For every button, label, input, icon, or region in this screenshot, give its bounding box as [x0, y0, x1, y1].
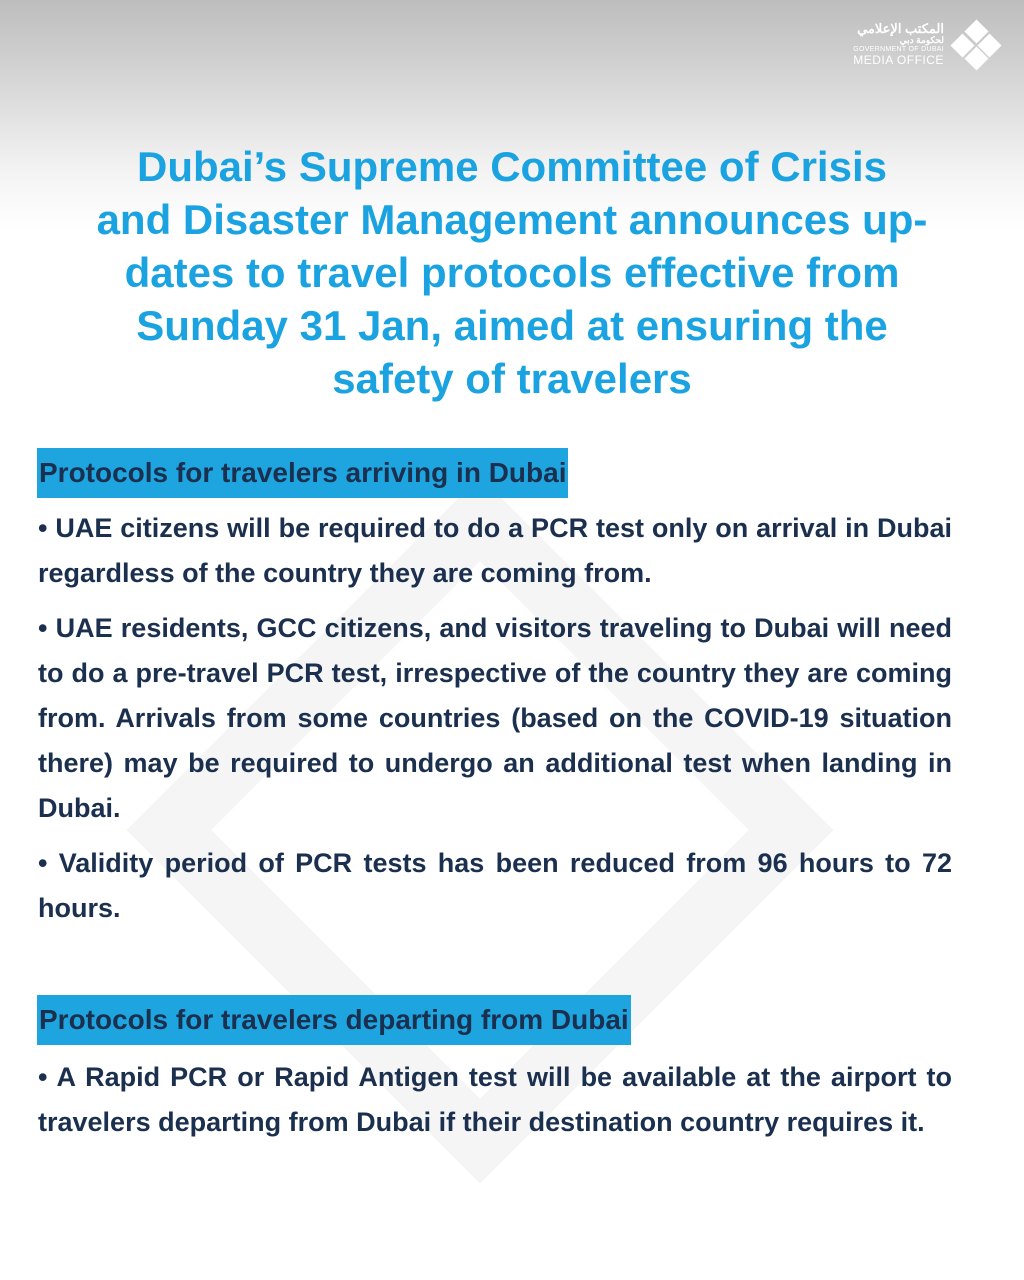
bullet-item: • A Rapid PCR or Rapid Antigen test will be available at the airport to travelers departing from Dubai if their destination country requires it.	[38, 1062, 952, 1137]
logo-arabic: المكتب الإعلامي	[857, 21, 944, 36]
media-office-logo	[853, 22, 998, 67]
bullet-item: • UAE citizens will be required to do a PCR test only on arrival in Dubai regardless of the country they are coming from.	[38, 513, 952, 588]
bullet-item: • Validity period of PCR tests has been reduced from 96 hours to 72 hours.	[38, 848, 952, 923]
logo-arabic-2: لحكومة دبي	[899, 35, 944, 46]
bullet-item: • UAE residents, GCC citizens, and visitors traveling to Dubai will need to do a pre-travel PCR test, irrespective of the country they are coming from. Arrivals from some countries (based on the COVID-19 situation there) may be required to undergo an additional test when landing in Dubai.	[38, 613, 952, 823]
arriving-bullets	[38, 506, 952, 941]
page-title	[30, 140, 994, 405]
departing-bullets	[38, 1055, 952, 1155]
arriving-heading: Protocols for travelers arriving in Dubai	[37, 448, 568, 498]
title-line: Dubai’s Supreme Committee of Crisis	[137, 143, 887, 190]
logo-government: GOVERNMENT OF DUBAI	[853, 46, 944, 54]
departing-heading: Protocols for travelers departing from Dubai	[37, 995, 631, 1045]
title-line: Sunday 31 Jan, aimed at ensuring the	[136, 302, 888, 349]
title-line: dates to travel protocols effective from	[124, 249, 900, 296]
logo-media-office: MEDIA OFFICE	[853, 52, 944, 67]
title-line: safety of travelers	[332, 355, 692, 402]
diamond-logo-icon	[954, 23, 998, 67]
title-line: and Disaster Management announces up-	[96, 196, 928, 243]
